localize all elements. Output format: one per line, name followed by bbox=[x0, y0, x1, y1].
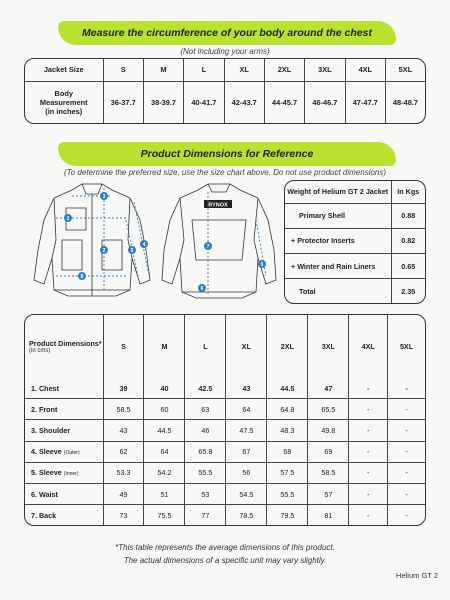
size-value-cell: 48-48.7 bbox=[385, 81, 425, 123]
dimension-value-cell: 64 bbox=[226, 399, 267, 420]
dimension-value-cell: - bbox=[349, 379, 388, 399]
dimension-value-cell: 77 bbox=[185, 505, 226, 525]
dimension-value-cell: 73 bbox=[103, 505, 144, 525]
dimension-value-cell: - bbox=[349, 462, 388, 483]
marker-label: 4 bbox=[142, 242, 146, 248]
size-value-cell: 42-43.7 bbox=[224, 81, 264, 123]
marker-label: 5 bbox=[260, 262, 264, 268]
size-value-cell: 38-39.7 bbox=[143, 81, 183, 123]
dimensions-table bbox=[24, 314, 426, 526]
dimension-row-label bbox=[25, 484, 103, 505]
dimension-value-cell: 58.5 bbox=[308, 462, 349, 483]
size-header-cell: L bbox=[185, 315, 226, 379]
dimension-label: 2. Front bbox=[31, 404, 58, 414]
footnote-line-1: *This table represents the average dimensions of this product. bbox=[115, 543, 335, 552]
dimension-value-cell: 43 bbox=[226, 379, 267, 399]
row-label-line: Measurement bbox=[39, 97, 88, 107]
dimension-value-cell: 39 bbox=[103, 379, 144, 399]
dimensions-section-title: Product Dimensions for Reference bbox=[140, 148, 314, 160]
dimension-row-label bbox=[25, 441, 103, 462]
dimension-value-cell: 57.5 bbox=[267, 462, 308, 483]
weight-row-label: + Winter and Rain Liners bbox=[285, 254, 391, 279]
dimension-value-cell: 55.5 bbox=[267, 484, 308, 505]
size-header-cell: L bbox=[184, 59, 224, 81]
size-header-cell: 2XL bbox=[264, 59, 304, 81]
dimension-value-cell: 68 bbox=[267, 441, 308, 462]
dimension-value-cell: - bbox=[388, 379, 425, 399]
row-label-line: (in inches) bbox=[45, 106, 83, 116]
chest-section-title: Measure the circumference of your body around the chest bbox=[82, 27, 372, 39]
size-header-cell: 5XL bbox=[385, 59, 425, 81]
size-chart-table bbox=[24, 58, 426, 124]
dimension-value-cell: 54.2 bbox=[144, 462, 185, 483]
model-name: Helium GT 2 bbox=[396, 571, 438, 580]
dimension-value-cell: 44.5 bbox=[144, 420, 185, 441]
dimension-value-cell: 53.3 bbox=[103, 462, 144, 483]
dimension-value-cell: 55.5 bbox=[185, 462, 226, 483]
marker-label: 6 bbox=[80, 274, 84, 280]
size-header-cell: S bbox=[103, 59, 143, 81]
size-header-cell: M bbox=[144, 315, 185, 379]
dimension-value-cell: 47 bbox=[308, 379, 349, 399]
dimension-value-cell: 67 bbox=[226, 441, 267, 462]
table-row bbox=[25, 420, 425, 441]
table-row bbox=[25, 484, 425, 505]
weight-table bbox=[284, 180, 426, 304]
dimension-value-cell: 48.3 bbox=[267, 420, 308, 441]
size-header-cell: XL bbox=[226, 315, 267, 379]
dimension-label: 5. Sleeve bbox=[31, 468, 62, 478]
chest-section-banner bbox=[58, 21, 396, 45]
dimension-value-cell: 79.5 bbox=[267, 505, 308, 525]
dimension-value-cell: - bbox=[349, 420, 388, 441]
dimension-row-label bbox=[25, 399, 103, 420]
dimension-value-cell: 69 bbox=[308, 441, 349, 462]
dimension-label: 7. Back bbox=[31, 510, 57, 520]
chest-section-subtitle: (Not including your arms) bbox=[180, 47, 270, 56]
dimension-value-cell: 64 bbox=[144, 441, 185, 462]
dimension-value-cell: 46 bbox=[185, 420, 226, 441]
weight-row-label: Total bbox=[285, 279, 391, 303]
dimension-value-cell: - bbox=[388, 441, 425, 462]
dimension-value-cell: 56 bbox=[226, 462, 267, 483]
size-header-cell: 5XL bbox=[388, 315, 425, 379]
dimension-value-cell: 49 bbox=[103, 484, 144, 505]
dimension-value-cell: 65.5 bbox=[308, 399, 349, 420]
jacket-back-diagram bbox=[158, 180, 280, 306]
dimension-value-cell: 62 bbox=[103, 441, 144, 462]
size-header-cell: 3XL bbox=[308, 315, 349, 379]
dimension-label: 4. Sleeve bbox=[31, 447, 62, 457]
dimension-qualifier: (Outer) bbox=[63, 450, 80, 457]
dimension-value-cell: 53 bbox=[185, 484, 226, 505]
dimension-value-cell: - bbox=[349, 484, 388, 505]
dimension-value-cell: - bbox=[388, 505, 425, 525]
dimension-value-cell: 58.5 bbox=[103, 399, 144, 420]
dimension-label: 1. Chest bbox=[31, 383, 59, 393]
dimension-value-cell: - bbox=[388, 399, 425, 420]
footnote-line-2: The actual dimensions of a specific unit may vary slightly. bbox=[123, 556, 327, 565]
table-row bbox=[25, 379, 425, 399]
dimension-row-label bbox=[25, 462, 103, 483]
marker-label: 5 bbox=[130, 248, 134, 254]
marker-label: 3 bbox=[102, 194, 106, 200]
size-value-cell: 40-41.7 bbox=[184, 81, 224, 123]
size-header-cell: 3XL bbox=[305, 59, 345, 81]
dimension-value-cell: 65.8 bbox=[185, 441, 226, 462]
dimension-row-label bbox=[25, 505, 103, 525]
dimension-value-cell: 51 bbox=[144, 484, 185, 505]
dimension-qualifier: (Inner) bbox=[63, 471, 79, 478]
weight-row-label: Primary Shell bbox=[285, 203, 391, 228]
weight-row-value: 0.82 bbox=[391, 228, 425, 253]
dimension-value-cell: 42.5 bbox=[185, 379, 226, 399]
size-chart-row-label bbox=[25, 81, 103, 123]
dimension-label: 6. Waist bbox=[31, 489, 58, 499]
brand-badge-text: RYNOX bbox=[208, 202, 228, 209]
dimension-value-cell: - bbox=[388, 420, 425, 441]
dimension-value-cell: - bbox=[349, 505, 388, 525]
dimensions-header-label: Product Dimensions* bbox=[29, 339, 102, 349]
size-header-cell: 4XL bbox=[345, 59, 385, 81]
dimensions-section-banner bbox=[58, 142, 396, 166]
size-header-cell: M bbox=[143, 59, 183, 81]
size-value-cell: 36-37.7 bbox=[103, 81, 143, 123]
dimension-value-cell: - bbox=[388, 462, 425, 483]
dimension-row-label bbox=[25, 379, 103, 399]
weight-row-value: 0.88 bbox=[391, 203, 425, 228]
size-chart-header-label: Jacket Size bbox=[25, 59, 103, 81]
dimension-value-cell: 47.5 bbox=[226, 420, 267, 441]
dimension-value-cell: 75.5 bbox=[144, 505, 185, 525]
size-value-cell: 47-47.7 bbox=[345, 81, 385, 123]
weight-row-label: + Protector Inserts bbox=[285, 228, 391, 253]
dimension-value-cell: - bbox=[349, 399, 388, 420]
dimension-value-cell: 78.5 bbox=[226, 505, 267, 525]
table-row bbox=[25, 399, 425, 420]
size-header-cell: XL bbox=[224, 59, 264, 81]
weight-header-unit: In Kgs bbox=[391, 181, 425, 203]
row-label-line: Body bbox=[54, 88, 73, 98]
weight-header-label: Weight of Helium GT 2 Jacket bbox=[285, 181, 391, 203]
marker-label: 1 bbox=[66, 216, 70, 222]
dimension-value-cell: - bbox=[349, 441, 388, 462]
dimension-label: 3. Shoulder bbox=[31, 426, 71, 436]
marker-label: 6 bbox=[200, 286, 204, 292]
marker-label: 7 bbox=[206, 244, 210, 250]
weight-row-value: 2.35 bbox=[391, 279, 425, 303]
dimensions-header-unit: (in cms) bbox=[29, 348, 51, 355]
size-header-cell: S bbox=[103, 315, 144, 379]
dimension-value-cell: 60 bbox=[144, 399, 185, 420]
dimensions-section-subtitle: (To determine the preferred size, use the size chart above. Do not use product dimensions) bbox=[63, 168, 387, 177]
dimension-value-cell: 43 bbox=[103, 420, 144, 441]
table-row bbox=[25, 441, 425, 462]
marker-label: 2 bbox=[102, 248, 106, 254]
table-row bbox=[25, 505, 425, 525]
dimension-value-cell: 44.5 bbox=[267, 379, 308, 399]
dimension-value-cell: 40 bbox=[144, 379, 185, 399]
weight-row-value: 0.65 bbox=[391, 254, 425, 279]
dimension-value-cell: 63 bbox=[185, 399, 226, 420]
size-header-cell: 2XL bbox=[267, 315, 308, 379]
table-row bbox=[25, 462, 425, 483]
dimension-value-cell: 49.8 bbox=[308, 420, 349, 441]
dimensions-header-cell bbox=[25, 315, 103, 379]
dimension-value-cell: 64.8 bbox=[267, 399, 308, 420]
dimension-value-cell: 57 bbox=[308, 484, 349, 505]
dimension-value-cell: 81 bbox=[308, 505, 349, 525]
jacket-front-diagram bbox=[26, 180, 158, 306]
dimension-row-label bbox=[25, 420, 103, 441]
size-value-cell: 46-46.7 bbox=[305, 81, 345, 123]
size-value-cell: 44-45.7 bbox=[264, 81, 304, 123]
dimension-value-cell: - bbox=[388, 484, 425, 505]
dimension-value-cell: 54.5 bbox=[226, 484, 267, 505]
size-header-cell: 4XL bbox=[349, 315, 388, 379]
